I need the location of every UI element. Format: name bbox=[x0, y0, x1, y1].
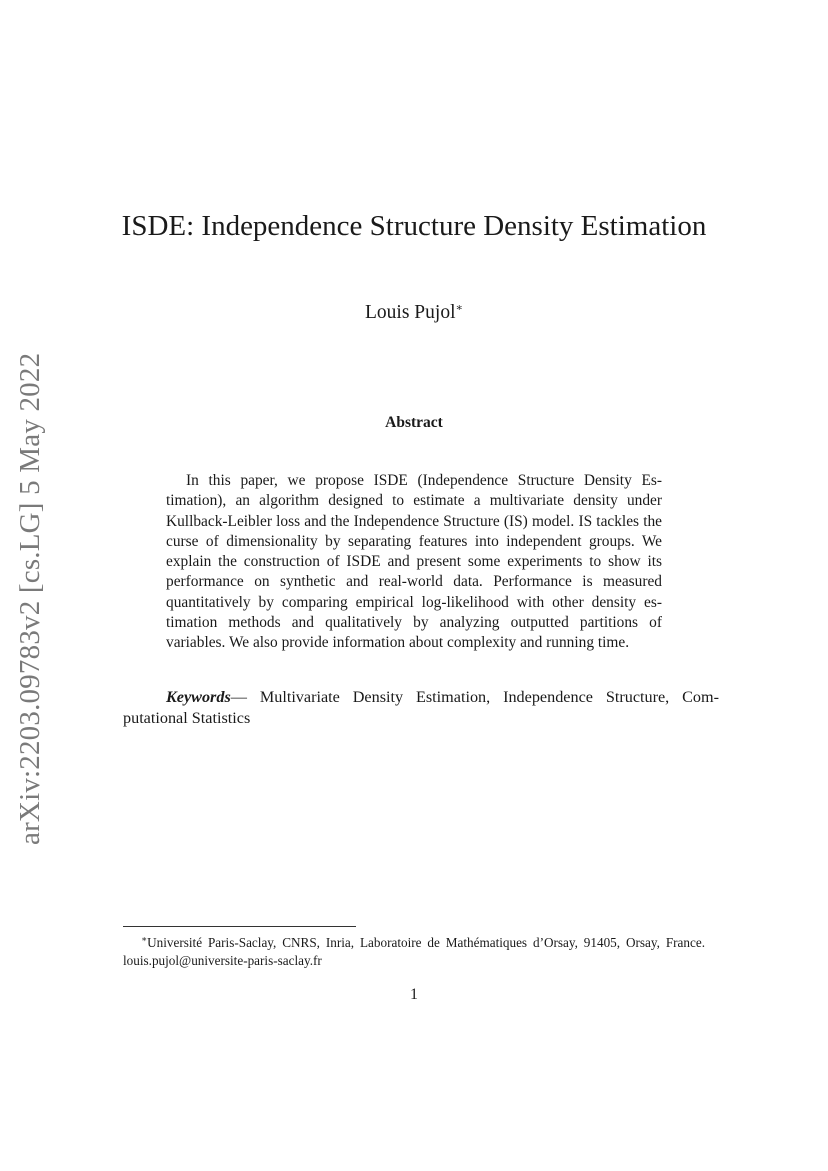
affiliation-footnote bbox=[123, 930, 705, 970]
footnote-mark: ∗ bbox=[141, 934, 148, 944]
keywords-paragraph bbox=[123, 687, 719, 729]
footnote-rule bbox=[123, 926, 356, 927]
author-footnote-mark: ∗ bbox=[455, 302, 463, 314]
author-line bbox=[0, 301, 828, 324]
keywords-text: — Multivariate Density Estimation, Independence Structure, Computational Statistics bbox=[123, 688, 719, 727]
arxiv-identifier-stamp: arXiv:2203.09783v2 [cs.LG] 5 May 2022 bbox=[14, 352, 46, 845]
paper-title: ISDE: Independence Structure Density Estimation bbox=[121, 210, 707, 242]
abstract-heading: Abstract bbox=[385, 414, 443, 431]
keywords-label: Keywords bbox=[166, 688, 231, 706]
footnote-text: Université Paris-Saclay, CNRS, Inria, Laboratoire de Mathématiques d’Orsay, 91405, Orsay, France. louis.pujol@universite-paris-saclay.fr bbox=[123, 935, 705, 968]
abstract-body: In this paper, we propose ISDE (Independence Structure Density Estimation), an algorithm designed to estimate a multivariate density under Kullback-Leibler loss and the Independence Structure (IS) model. IS tackles the curse of dimensionality by separating features into independent groups. We explain the construction of ISDE and present some experiments to show its performance on synthetic and real-world data. Performance is measured quantitatively by comparing empirical log-likelihood with other density estimation methods and qualitatively by analyzing outputted partitions of variables. We also provide information about complexity and running time. bbox=[166, 472, 662, 652]
page-number: 1 bbox=[410, 986, 418, 1003]
author-name: Louis Pujol bbox=[365, 302, 456, 323]
